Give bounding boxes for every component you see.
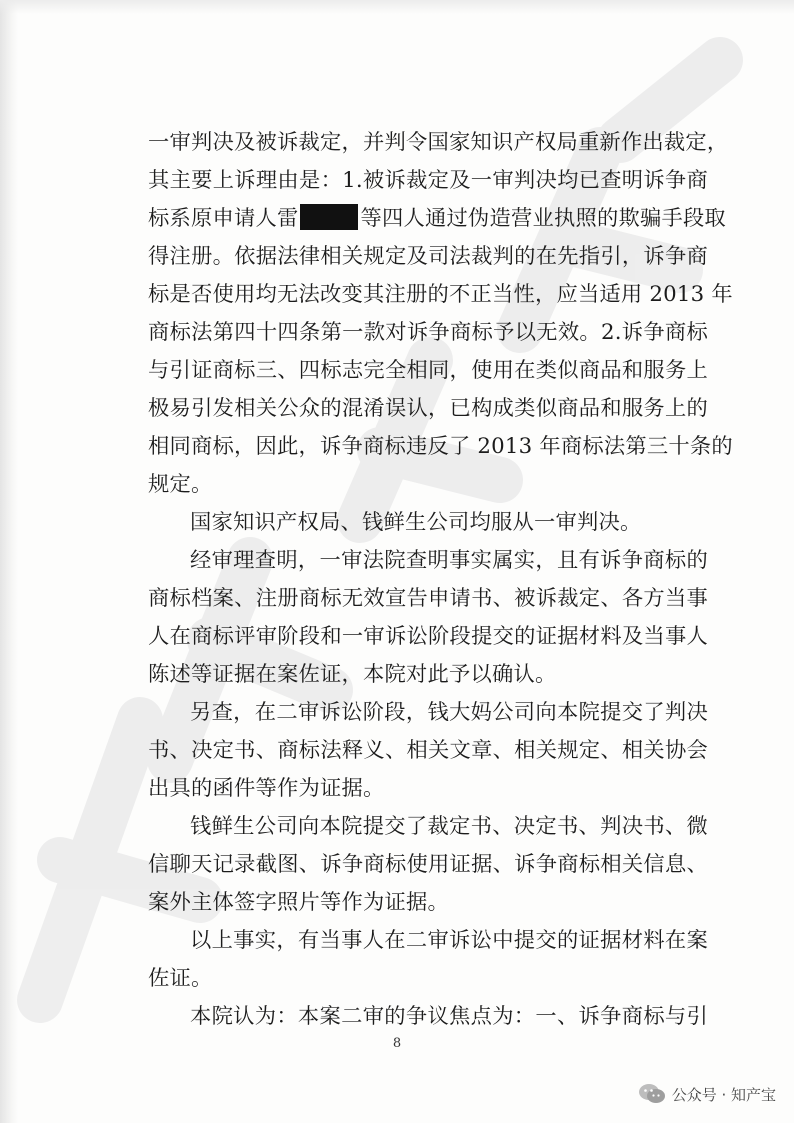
body-line-24: 本院认为：本案二审的争议焦点为：一、诉争商标与引 <box>190 1004 708 1029</box>
body-line-10: 规定。 <box>148 472 213 497</box>
body-line-11: 国家知识产权局、钱鲜生公司均服从一审判决。 <box>190 510 642 535</box>
body-line-17: 书、决定书、商标法释义、相关文章、相关规定、相关协会 <box>148 738 708 763</box>
body-line-22: 以上事实，有当事人在二审诉讼中提交的证据材料在案 <box>190 928 708 953</box>
body-line-21: 案外主体签字照片等作为证据。 <box>148 890 449 915</box>
body-line-7: 与引证商标三、四标志完全相同，使用在类似商品和服务上 <box>148 358 708 383</box>
body-line-6: 商标法第四十四条第一款对诉争商标予以无效。2.诉争商标 <box>148 320 708 345</box>
body-line-18: 出具的函件等作为证据。 <box>148 776 385 801</box>
redaction-box <box>300 204 358 230</box>
body-line-20: 信聊天记录截图、诉争商标使用证据、诉争商标相关信息、 <box>148 852 708 877</box>
scan-shadow-top <box>0 0 794 14</box>
body-line-16: 另查，在二审诉讼阶段，钱大妈公司向本院提交了判决 <box>190 700 708 725</box>
scan-shadow-left <box>0 0 18 1123</box>
body-line-19: 钱鲜生公司向本院提交了裁定书、决定书、判决书、微 <box>190 814 708 839</box>
body-line-1: 一审判决及被诉裁定，并判令国家知识产权局重新作出裁定， <box>148 130 729 155</box>
page-number: 8 <box>392 1036 402 1051</box>
body-line-15: 陈述等证据在案佐证，本院对此予以确认。 <box>148 662 557 687</box>
body-line-5: 标是否使用均无法改变其注册的不正当性，应当适用 2013 年 <box>148 282 733 307</box>
body-line-2: 其主要上诉理由是：1.被诉裁定及一审判决均已查明诉争商 <box>148 168 708 193</box>
body-line-9: 相同商标，因此，诉争商标违反了 2013 年商标法第三十条的 <box>148 434 733 459</box>
body-line-13: 商标档案、注册商标无效宣告申请书、被诉裁定、各方当事 <box>148 586 708 611</box>
brand-footer <box>638 1081 776 1107</box>
body-line-3 <box>148 202 726 236</box>
wechat-icon <box>638 1083 666 1105</box>
body-line-23: 佐证。 <box>148 966 213 991</box>
body-line-8: 极易引发相关公众的混淆误认，已构成类似商品和服务上的 <box>148 396 708 421</box>
body-line-3-prefix: 标系原申请人雷 <box>148 206 299 231</box>
brand-text: 公众号 · 知产宝 <box>671 1085 776 1104</box>
body-line-12: 经审理查明，一审法院查明事实属实，且有诉争商标的 <box>190 548 708 573</box>
body-line-3-suffix: 等四人通过伪造营业执照的欺骗手段取 <box>360 206 726 231</box>
body-line-14: 人在商标评审阶段和一审诉讼阶段提交的证据材料及当事人 <box>148 624 708 649</box>
body-line-4: 得注册。依据法律相关规定及司法裁判的在先指引，诉争商 <box>148 244 708 269</box>
